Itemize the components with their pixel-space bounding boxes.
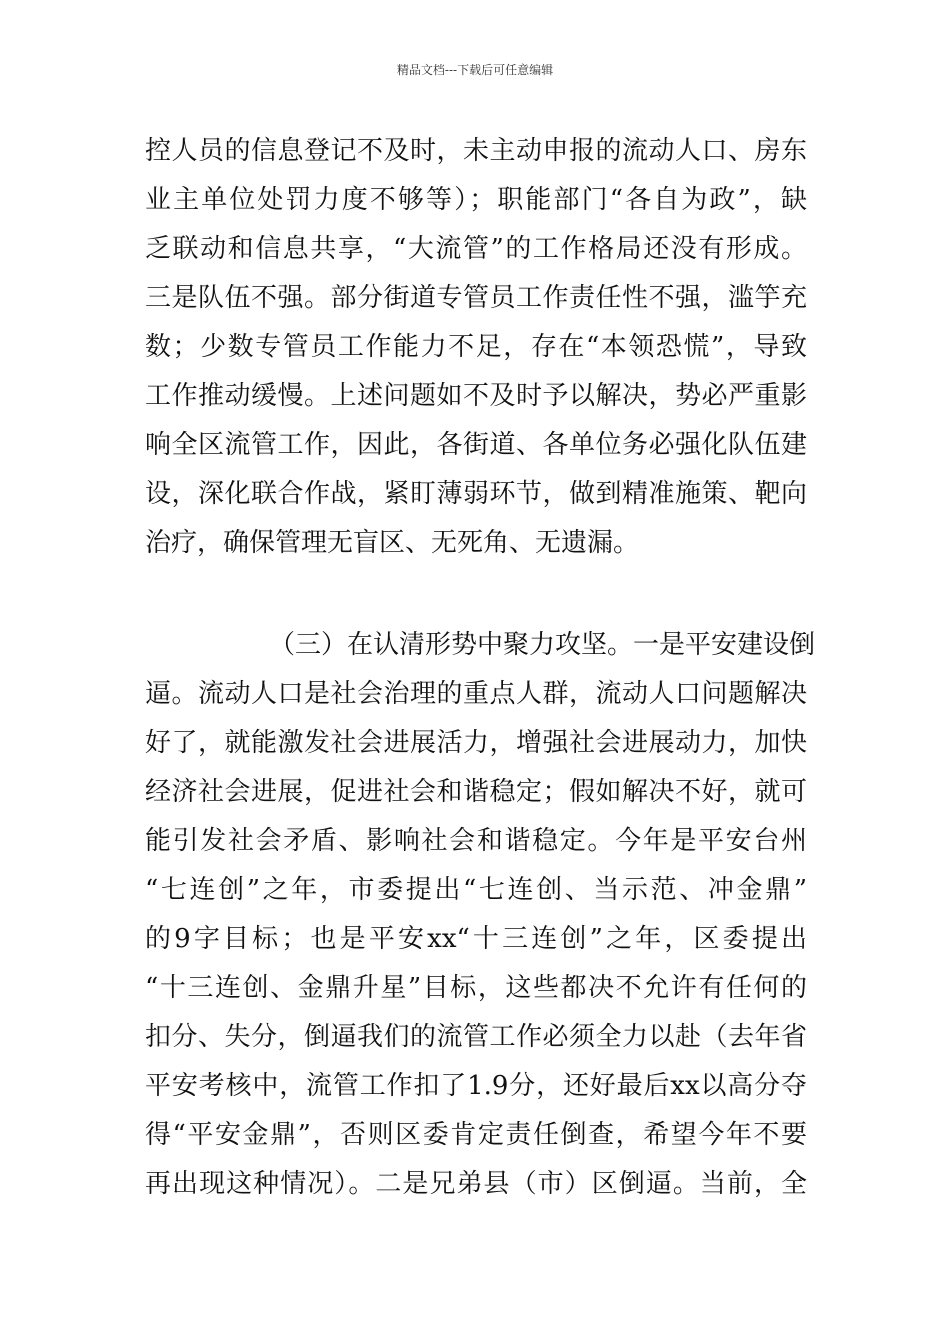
text-line: 数；少数专管员工作能力不足，存在“本领恐慌”，导致 [145, 332, 807, 362]
text-line: 扣分、失分，倒逼我们的流管工作必须全力以赴（去年省 [145, 1022, 807, 1052]
text-line: “十三连创、金鼎升星”目标，这些都决不允许有任何的 [145, 973, 807, 1003]
text-line: 好了，就能激发社会进展活力，增强社会进展动力，加快 [145, 728, 807, 758]
text-line: 响全区流管工作，因此，各街道、各单位务必强化队伍建 [145, 430, 807, 460]
text-line: “七连创”之年，市委提出“七连创、当示范、冲金鼎” [145, 875, 807, 905]
page-header: 精品文档---下载后可任意编辑 [396, 63, 554, 77]
text-line: 工作推动缓慢。上述问题如不及时予以解决，势必严重影 [145, 381, 807, 411]
paragraph-1 [145, 127, 807, 568]
text-line: 控人员的信息登记不及时，未主动申报的流动人口、房东 [145, 136, 807, 166]
text-line: 业主单位处罚力度不够等）；职能部门“各自为政”，缺 [145, 185, 807, 215]
text-line: 逼。流动人口是社会治理的重点人群，流动人口问题解决 [145, 679, 807, 709]
text-line: 乏联动和信息共享，“大流管”的工作格局还没有形成。 [145, 234, 807, 264]
text-line: 能引发社会矛盾、影响社会和谐稳定。今年是平安台州 [145, 826, 807, 856]
text-line: 再出现这种情况）。二是兄弟县（市）区倒逼。当前，全 [145, 1169, 807, 1199]
text-line: （三）在认清形势中聚力攻坚。一是平安建设倒 [269, 630, 816, 660]
text-line: 三是队伍不强。部分街道专管员工作责任性不强，滥竽充 [145, 283, 807, 313]
text-line: 设，深化联合作战，紧盯薄弱环节，做到精准施策、靶向 [145, 479, 807, 509]
text-line: 治疗，确保管理无盲区、无死角、无遗漏。 [145, 528, 640, 558]
text-line: 得“平安金鼎”，否则区委肯定责任倒查，希望今年不要 [145, 1120, 807, 1150]
text-line: 的9字目标；也是平安xx“十三连创”之年，区委提出 [145, 924, 807, 954]
text-line: 经济社会进展，促进社会和谐稳定；假如解决不好，就可 [145, 777, 807, 807]
paragraph-2 [145, 621, 816, 1209]
text-line: 平安考核中，流管工作扣了1.9分，还好最后xx以高分夺 [145, 1071, 807, 1101]
